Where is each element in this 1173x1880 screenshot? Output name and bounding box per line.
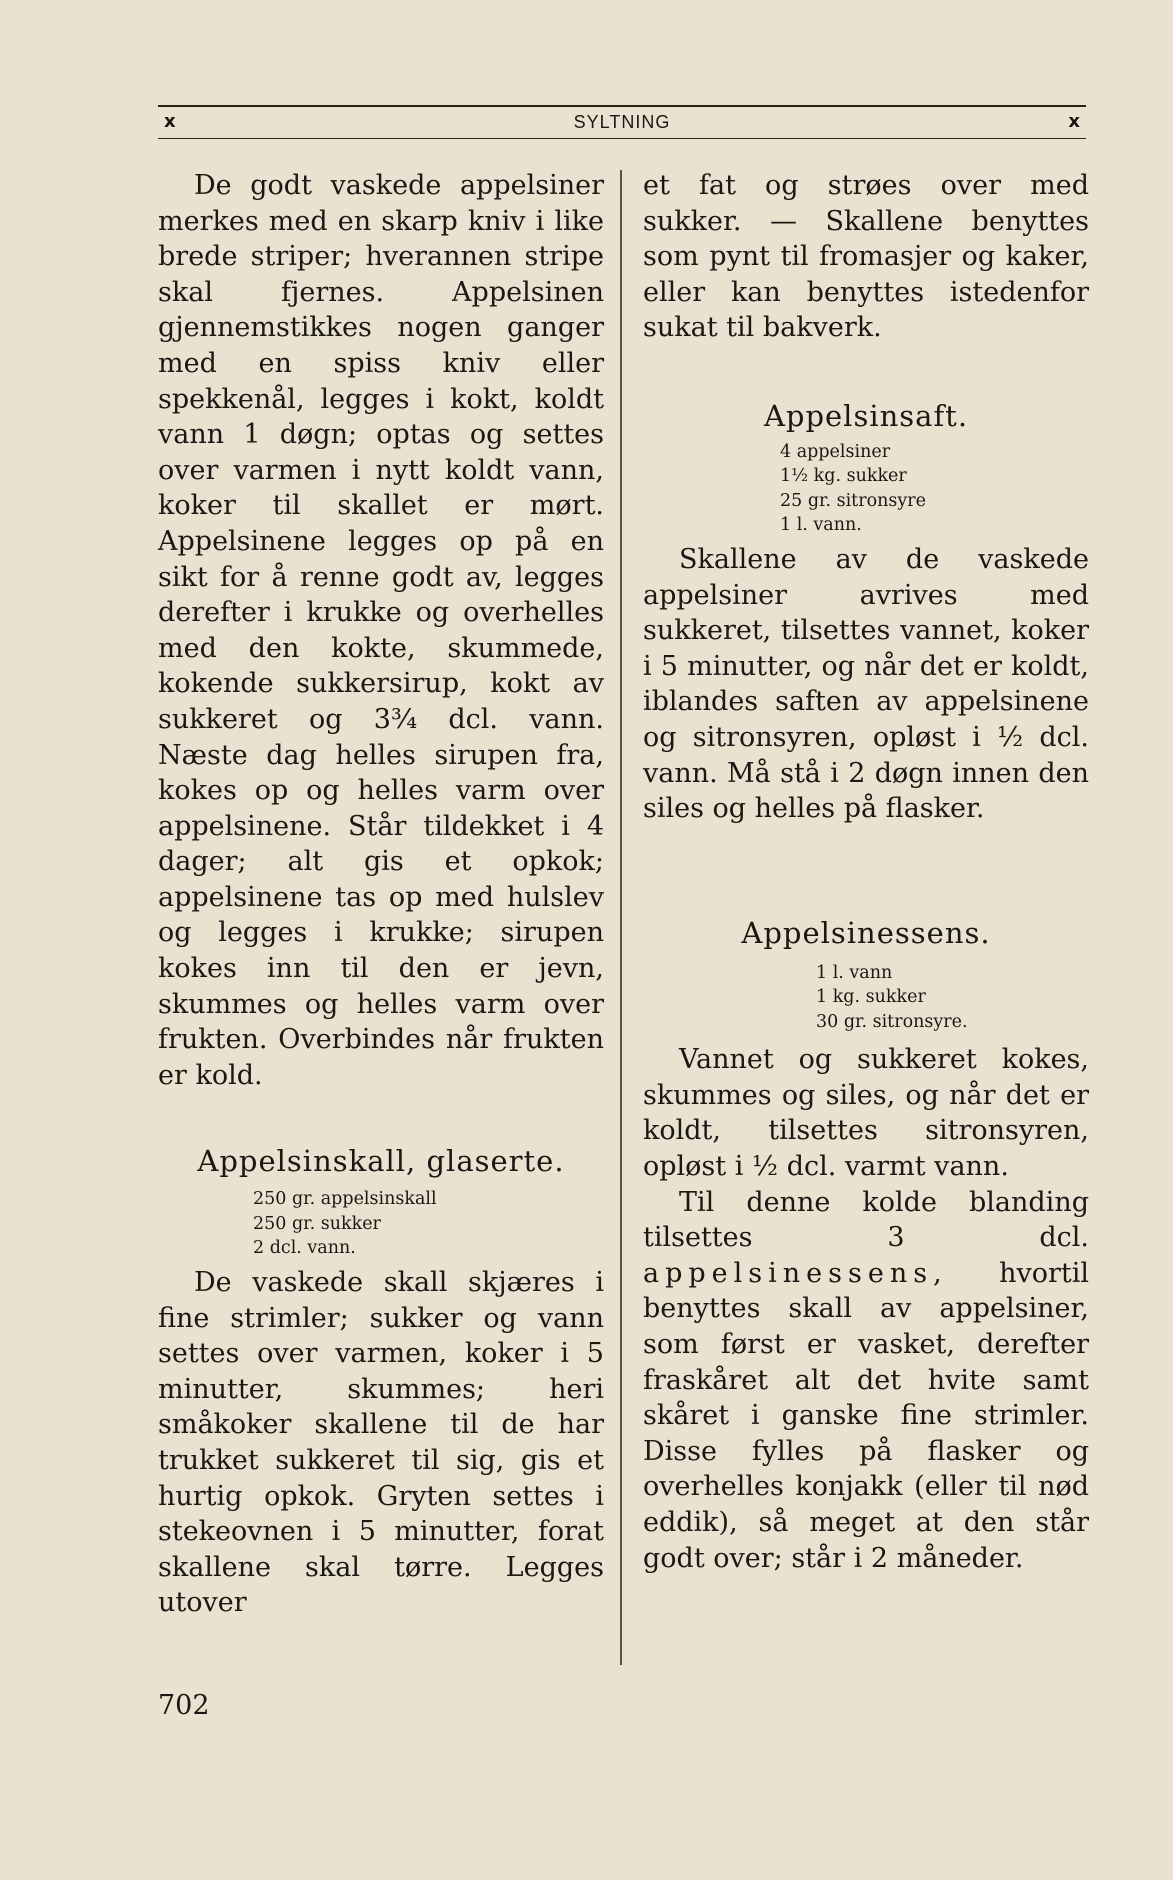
heading-appelsinskall: Appelsinskall, glaserte. [197,1144,565,1179]
ornament-left: x [164,111,176,132]
right-paragraph-2: Skallene av de vaskede appelsiner avrives med sukkeret, tilsettes vannet, koker i 5 minutter, og når det er koldt, iblandes saften av appelsinene og sitronsyren, opløst i ½ dcl. vann. Må stå i 2 døgn innen den siles og helles på flasker. [643,543,1089,825]
ingredient-list-appelsinessens [816,961,1089,1035]
right-paragraph-1: et fat og strøes over med sukker. — Skallene benyttes som pynt til fromasjer og kaker, eller kan benyttes istedenfor sukat til bakverk. [643,170,1089,344]
running-header [158,105,1086,139]
ingredient-item: 1½ kg. sukker [780,466,907,487]
ingredient-list-appelsinskall [253,1187,604,1261]
ingredient-item: 4 appelsiner [780,441,891,462]
ingredient-item: 2 dcl. vann. [253,1238,356,1259]
spaced-term: appelsinessens [643,1257,934,1289]
ingredient-list-appelsinsaft [780,440,1089,538]
heading-appelsinessens: Appelsinessens. [741,915,991,950]
left-paragraph-2: De vaskede skall skjæres i fine strimler; sukker og vann settes over varmen, koker i 5 minutter, skummes; heri småkoker skallene til de har trukket sukkeret til sig, gis et hurtig opkok. Gryten settes i stekeovnen i 5 minutter, forat skallene skal tørre. Legges utover [158,1266,604,1619]
right-paragraph-4 [643,1185,1089,1577]
left-paragraph-1: De godt vaskede appelsiner merkes med en skarp kniv i like brede striper; hverannen stripe skal fjernes. Appelsinen gjennemstikkes nogen ganger med en spiss kniv eller spekkenål, legges i kokt, koldt vann 1 døgn; optas og settes over varmen i nytt koldt vann, koker til skallet er mørt. Appelsinene legges op på en sikt for å renne godt av, legges derefter i krukke og overhelles med den kokte, skummede, kokende sukkersirup, kokt av sukkeret og 3¾ dcl. vann. Næste dag helles sirupen fra, kokes op og helles varm over appelsinene. Står tildekket i 4 dager; alt gis et opkok; appelsinene tas op med hulslev og legges i krukke; sirupen kokes inn til den er jevn, skummes og helles varm over frukten. Overbindes når frukten er kold. [158,170,604,1091]
left-column [158,168,604,1621]
ingredient-item: 1 l. vann [816,962,893,983]
right-paragraph-3: Vannet og sukkeret kokes, skummes og siles, og når det er koldt, tilsettes sitronsyren, opløst i ½ dcl. varmt vann. [643,1044,1089,1182]
ingredient-item: 1 l. vann. [780,515,862,536]
para4-text-b: , hvortil benyttes skall av appelsiner, som først er vasket, derefter fraskåret alt det hvite samt skåret i ganske fine strimler. Disse fylles på flasker og overhelles konjakk (eller til nød eddik), så meget at den står godt over; står i 2 måneder. [643,1257,1089,1574]
ingredient-item: 25 gr. sitronsyre [780,490,926,511]
heading-appelsinsaft: Appelsinsaft. [763,398,969,433]
ingredient-item: 250 gr. appelsinskall [253,1189,437,1210]
page-number: 702 [158,1690,210,1721]
ingredient-item: 250 gr. sukker [253,1213,381,1234]
ornament-right: x [1068,111,1080,132]
para4-text-a: Til denne kolde blanding tilsettes 3 dcl. [643,1186,1089,1254]
ingredient-item: 1 kg. sukker [816,987,926,1008]
right-column [643,168,1089,1576]
running-title: SYLTNING [573,112,671,132]
column-divider [620,170,622,1665]
ingredient-item: 30 gr. sitronsyre. [816,1011,968,1032]
